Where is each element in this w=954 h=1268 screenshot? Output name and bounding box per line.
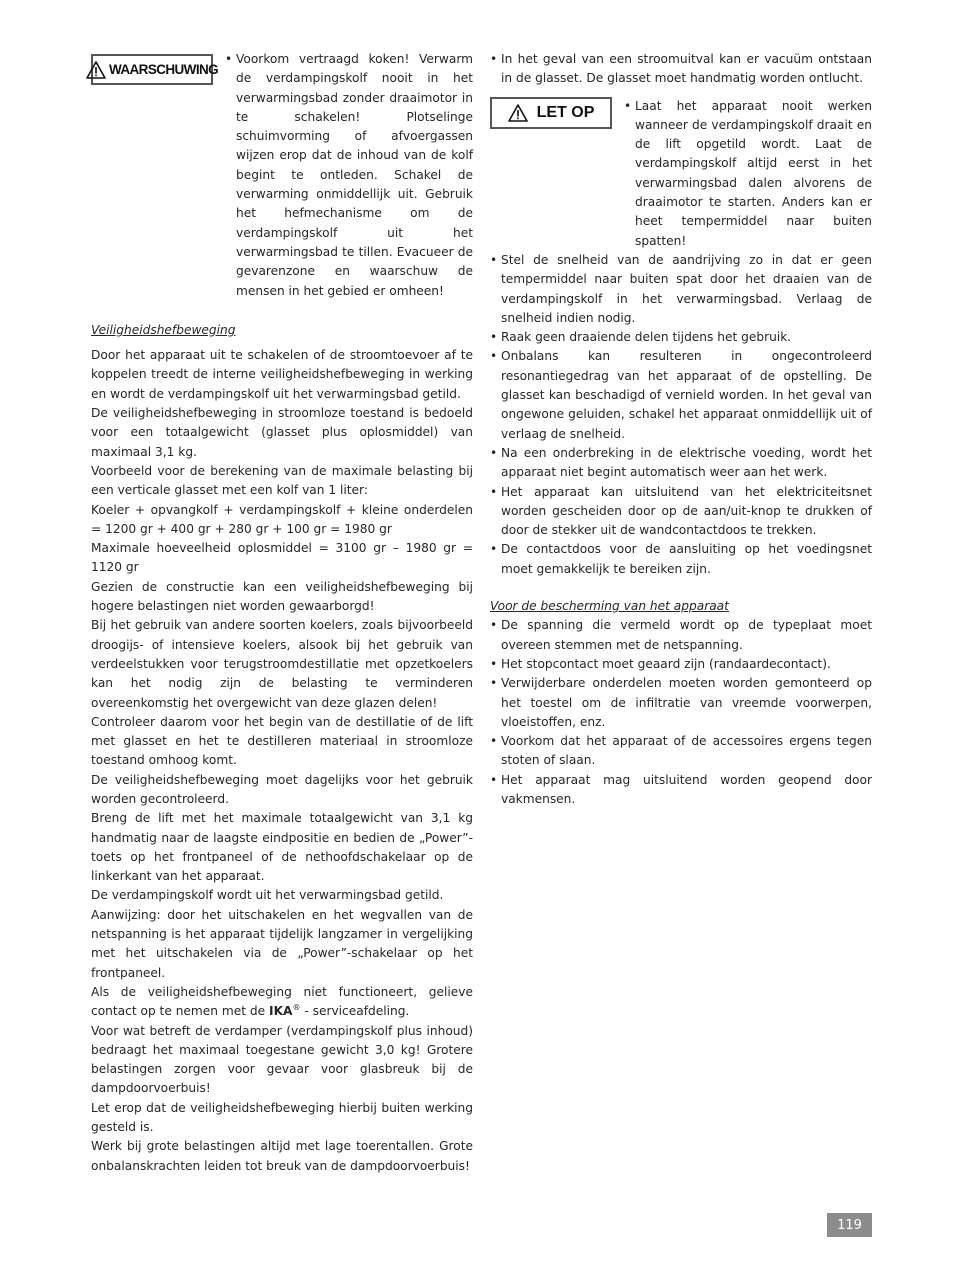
list-item: • De spanning die vermeld wordt op de typeplaat moet overeen stemmen met de netspanning. [490,616,872,655]
list-item: • Voorkom dat het apparaat of de accessoires ergens tegen stoten of slaan. [490,732,872,771]
power-failure-list [490,50,872,89]
caution-text: • Laat het apparaat nooit werken wanneer de verdampingskolf draait en de lift opgetild wordt. Laat de verdampingskolf altijd eerst in het verwarmingsbad dalen alvorens de draaimotor te starten. Anders kan er heet tempermiddel naar buiten spatten! [624,97,872,251]
ika-brand: IKA [269,1004,293,1019]
registered-mark: ® [292,1003,301,1013]
warning-label: WAARSCHUWING [108,61,219,77]
list-item: • Stel de snelheid van de aandrijving zo in dat er geen tempermiddel naar buiten spat door het draaien van de verdampingskolf in het verwarmingsbad. Verlaag de snelheid indien nodig. [490,251,872,328]
warning-triangle-icon [508,104,528,122]
left-column [91,50,473,1176]
ika-text-before: Als de veiligheidshefbeweging niet functioneert, gelieve contact op te nemen met de [91,984,473,1019]
list-item: • Het stopcontact moet geaard zijn (randaardecontact). [490,655,872,674]
paragraph: Voor wat betreft de verdamper (verdampingskolf plus inhoud) bedraagt het maximaal toegestane gewicht 3,0 kg! Grotere belastingen zorgen voor gevaar voor glasbreuk bij de dampdoorvoerbuis! [91,1023,473,1096]
caution-block [490,97,872,251]
warning-text: • Voorkom vertraagd koken! Verwarm de verdampingskolf nooit in het verwarmingsbad zonder draaimotor in te schakelen! Plotselinge schuimvorming of afvoergassen wijzen erop dat de inhoud van de kolf begint te ontleden. Schakel de verwarming onmiddellijk uit. Gebruik het hefmechanisme om de verdampingskolf uit het verwarmingsbad te tillen. Evacueer de gevarenzone en waarschuw de mensen in het gebied er omheen! [225,50,473,301]
list-item: • Na een onderbreking in de elektrische voeding, wordt het apparaat niet begint automatisch weer aan het werk. [490,444,872,483]
list-item: • De contactdoos voor de aansluiting op het voedingsnet moet gemakkelijk te bereiken zijn. [490,540,872,579]
list-item: • Het apparaat mag uitsluitend worden geopend door vakmensen. [490,771,872,810]
paragraph: Werk bij grote belastingen altijd met lage toerentallen. Grote onbalanskrachten leiden tot breuk van de dampdoorvoerbuis! [91,1139,473,1173]
paragraph: De verdampingskolf wordt uit het verwarmingsbad getild. [91,888,444,903]
device-protection-list [490,616,872,809]
section-heading-device-protection: Voor de bescherming van het apparaat [490,599,729,614]
paragraph: Door het apparaat uit te schakelen of de stroomtoevoer af te koppelen treedt de interne veiligheidshefbeweging in werking en wordt de verdampingskolf uit het verwarmingsbad getild. [91,348,473,401]
paragraph-ika-service [91,983,473,1022]
list-item: • Raak geen draaiende delen tijdens het gebruik. [490,328,872,347]
caution-list [624,97,872,251]
safety-lift-paragraphs [91,346,473,1176]
list-item: • Onbalans kan resulteren in ongecontroleerd resonantiegedrag van het apparaat of de opstelling. De glasset kan beschadigd of vernield worden. In het geval van ongewone geluiden, schakel het apparaat onmiddellijk uit of verlaag de snelheid. [490,347,872,443]
page-number: 119 [827,1213,872,1237]
caution-badge [490,97,612,129]
paragraph: De veiligheidshefbeweging in stroomloze toestand is bedoeld voor een totaalgewicht (glasset plus oplosmiddel) van maximaal 3,1 kg. [91,406,473,459]
paragraph: Breng de lift met het maximale totaalgewicht van 3,1 kg handmatig naar de laagste eindpositie en bedien de „Power”-toets op het frontpaneel of de nethoofdschakelaar op de linkerkant van het apparaat. [91,811,473,884]
list-item: • Verwijderbare onderdelen moeten worden gemonteerd op het toestel om de infiltratie van vreemde voorwerpen, vloeistoffen, enz. [490,674,872,732]
paragraph: Aanwijzing: door het uitschakelen en het wegvallen van de netspanning is het apparaat tijdelijk langzamer in vergelijking met het uitschakelen via de „Power”-schakelaar op het frontpaneel. [91,907,473,980]
right-column [490,50,872,809]
paragraph: Gezien de constructie kan een veiligheidshefbeweging bij hogere belastingen niet worden gewaarborgd! [91,579,473,614]
paragraph: De veiligheidshefbeweging moet dagelijks voor het gebruik worden gecontroleerd. [91,772,473,806]
caution-label: LET OP [536,103,595,121]
paragraph: Let erop dat de veiligheidshefbeweging hierbij buiten werking gesteld is. [91,1100,473,1135]
paragraph: Maximale hoeveelheid oplosmiddel = 3100 gr – 1980 gr = 1120 gr [91,541,473,575]
warning-list [225,50,473,301]
paragraph: Koeler + opvangkolf + verdampingskolf + kleine onderdelen = 1200 gr + 400 gr + 280 gr + 100 gr = 1980 gr [91,502,473,536]
list-item: • In het geval van een stroomuitval kan er vacuüm ontstaan in de glasset. De glasset moet handmatig worden ontlucht. [490,50,872,89]
ika-text-after: - serviceafdeling. [300,1004,410,1019]
operation-safety-list [490,251,872,579]
paragraph: Controleer daarom voor het begin van de destillatie of de lift met glasset en het te destilleren materiaal in stroomloze toestand omhoog komt. [91,714,473,768]
paragraph: Bij het gebruik van andere soorten koelers, zoals bijvoorbeeld droogijs- of intensieve koelers, alsook bij het gebruik van verdeelstukken voor terugstroomdestillatie met opzetkoelers kan het nodig zijn de belasting te verminderen overeenkomstig het overgewicht van deze glazen delen! [91,618,473,710]
warning-block [91,50,473,301]
warning-badge [91,54,219,85]
section-heading-safety-lift: Veiligheidshefbeweging [91,322,236,337]
warning-triangle-icon [86,61,106,79]
list-item: • Het apparaat kan uitsluitend van het elektriciteitsnet worden gescheiden door op de aan/uit-knop te drukken of door de stekker uit de wandcontactdoos te trekken. [490,483,872,541]
paragraph: Voorbeeld voor de berekening van de maximale belasting bij een verticale glasset met een kolf van 1 liter: [91,463,473,498]
